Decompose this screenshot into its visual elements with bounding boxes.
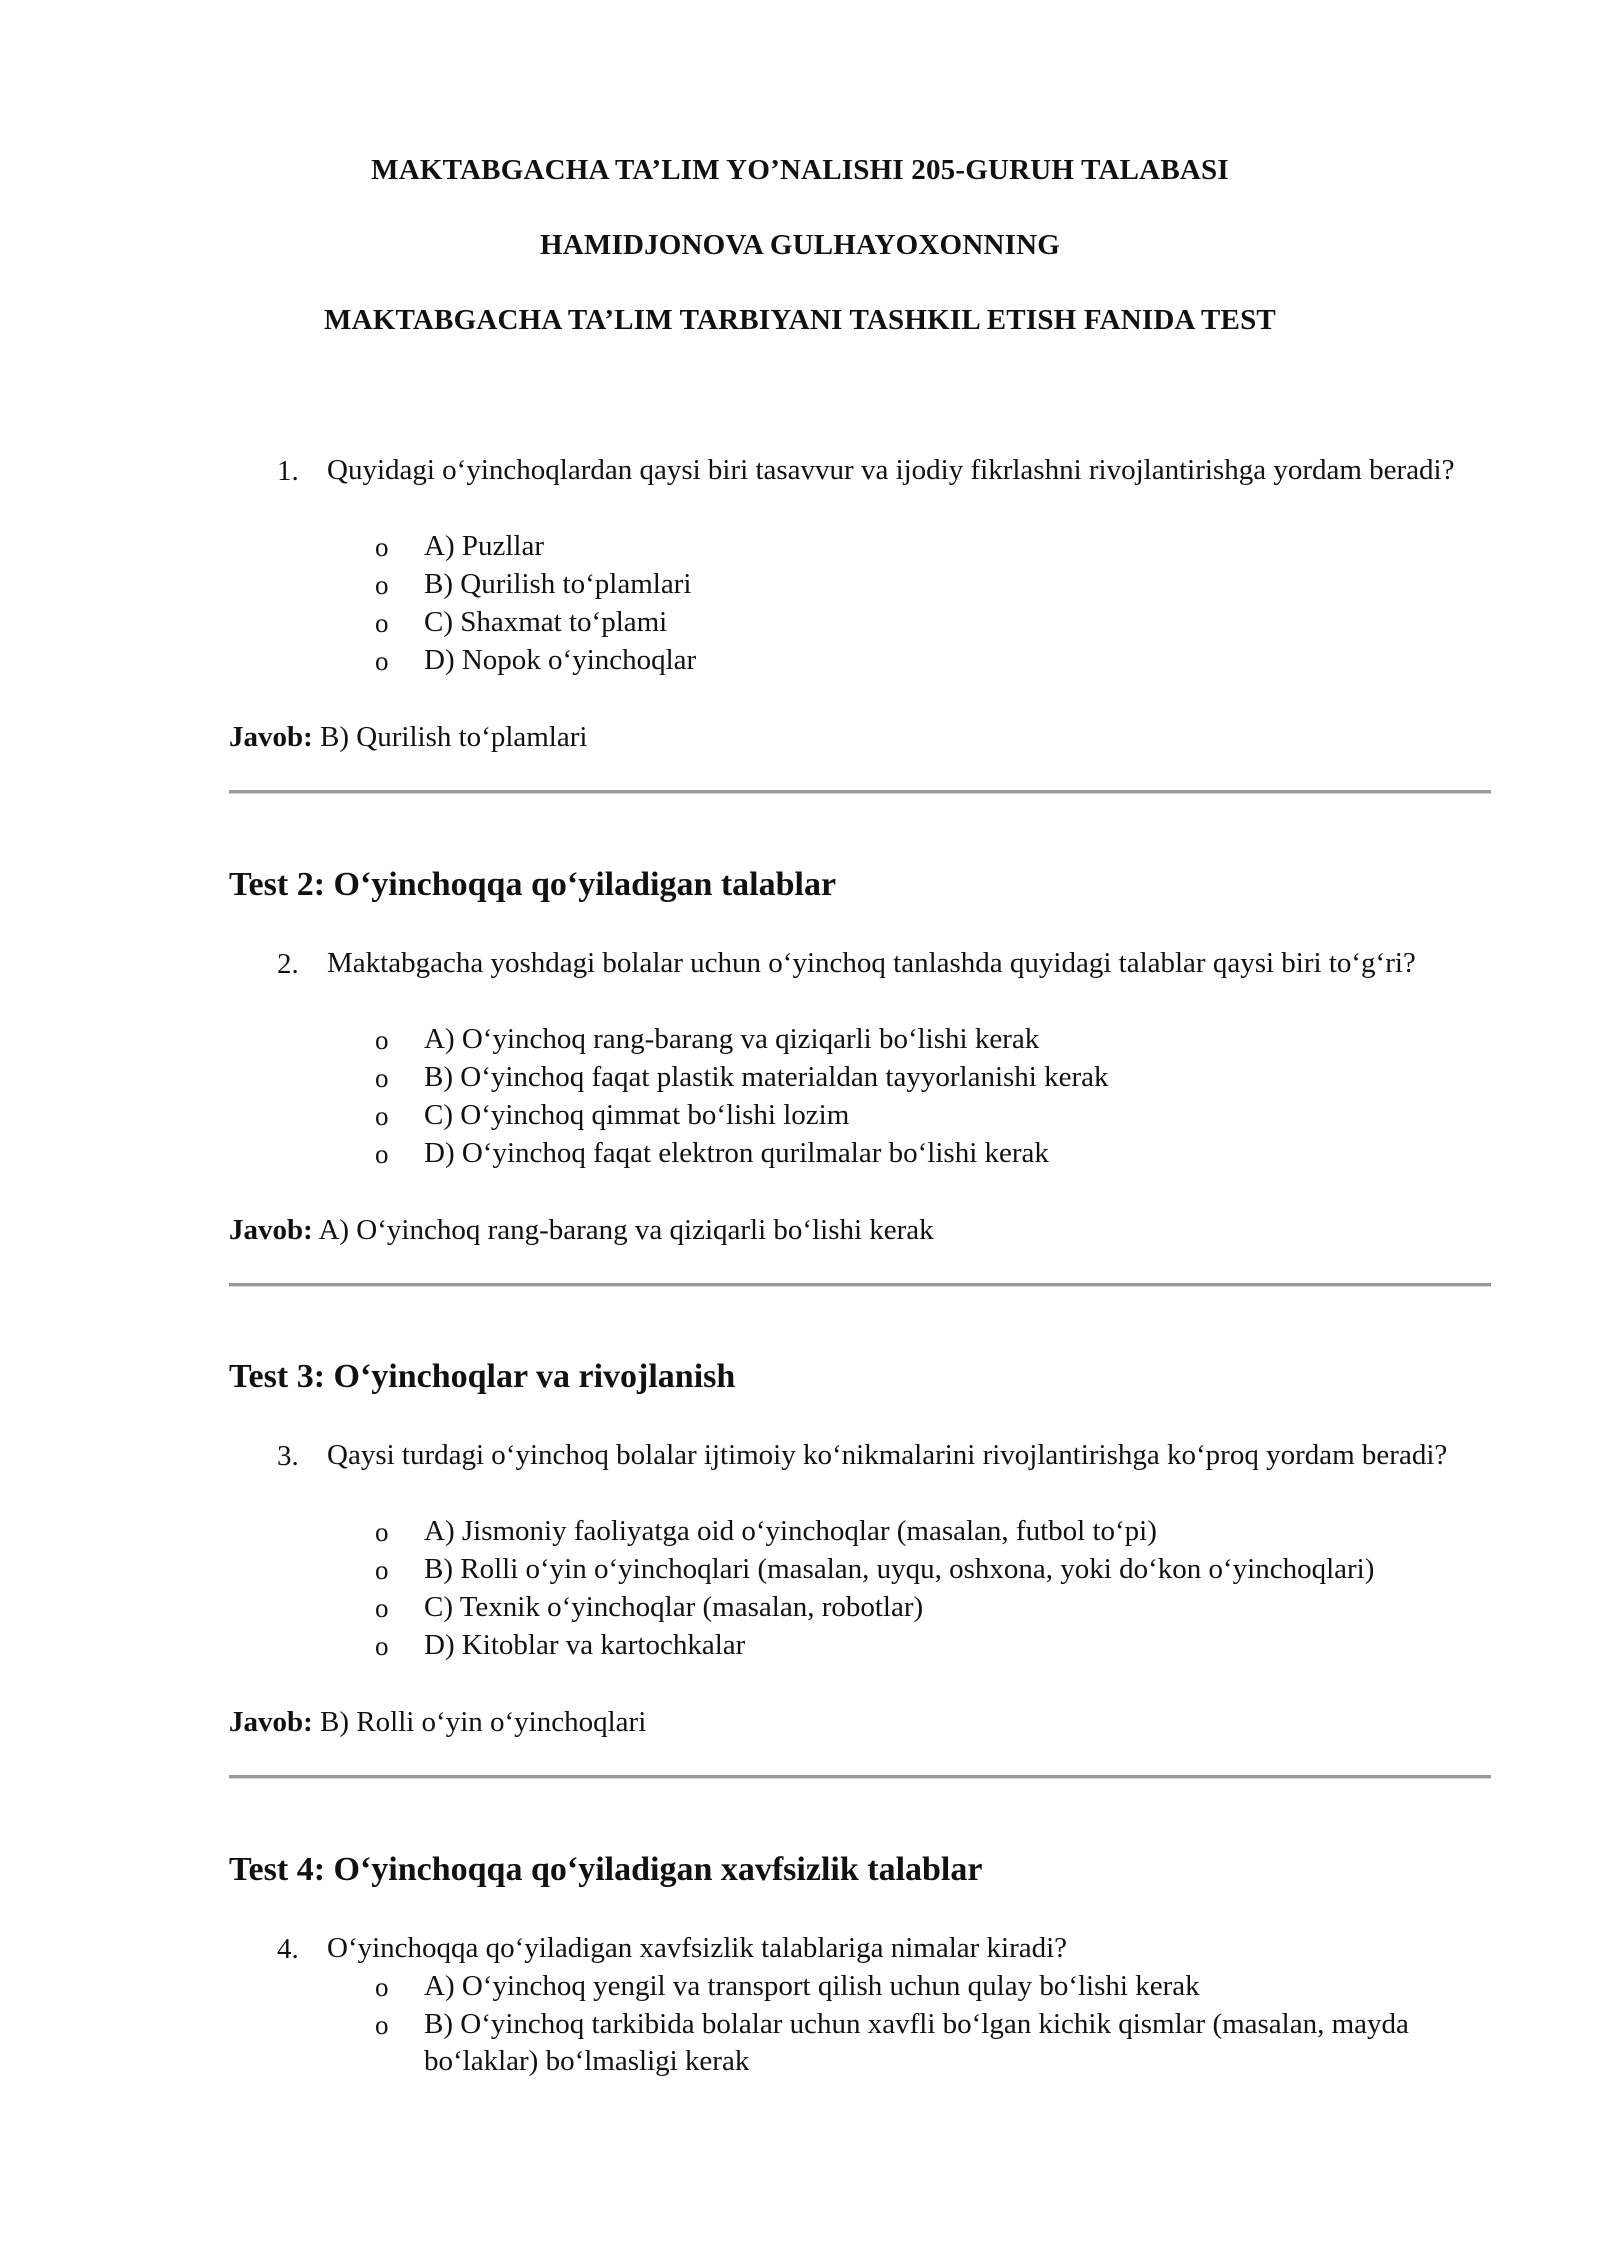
question-text: Quyidagi o‘yinchoqlardan qaysi biri tasavvur va ijodiy fikrlashni rivojlantirishga yordam beradi?	[327, 454, 1455, 486]
document-title-line-3: MAKTABGACHA TA’LIM TARBIYANI TASHKIL ETISH FANIDA TEST	[324, 304, 1276, 336]
option-item: D) Kitoblar va kartochkalar	[424, 1629, 746, 1661]
option-item: D) O‘yinchoq faqat elektron qurilmalar bo‘lishi kerak	[424, 1137, 1049, 1169]
question-text: O‘yinchoqqa qo‘yiladigan xavfsizlik talablariga nimalar kiradi?	[327, 1932, 1068, 1964]
option-item: C) Shaxmat to‘plami	[424, 606, 668, 638]
question-text: Qaysi turdagi o‘yinchoq bolalar ijtimoiy ko‘nikmalarini rivojlantirishga ko‘proq yordam beradi?	[327, 1439, 1448, 1471]
answer-line	[229, 718, 587, 756]
option-item: A) O‘yinchoq rang-barang va qiziqarli bo‘lishi kerak	[424, 1023, 1040, 1055]
option-item: B) Qurilish to‘plamlari	[424, 568, 692, 600]
option-bullet: o	[375, 1517, 389, 1547]
document-title-line-1: MAKTABGACHA TA’LIM YO’NALISHI 205-GURUH TALABASI	[371, 154, 1229, 186]
option-bullet: o	[375, 1101, 389, 1131]
option-bullet: o	[375, 608, 389, 638]
horizontal-rule	[229, 1775, 1491, 1779]
option-item: C) O‘yinchoq qimmat bo‘lishi lozim	[424, 1099, 850, 1131]
document-title-line-2: HAMIDJONOVA GULHAYOXONNING	[539, 229, 1060, 261]
option-bullet: o	[375, 646, 389, 676]
question-number: 2.	[277, 948, 299, 980]
question-text: Maktabgacha yoshdagi bolalar uchun o‘yinchoq tanlashda quyidagi talablar qaysi biri to‘g‘ri?	[327, 947, 1416, 979]
horizontal-rule	[229, 790, 1491, 794]
option-bullet: o	[375, 1555, 389, 1585]
option-bullet: o	[375, 1139, 389, 1169]
option-item: A) Puzllar	[424, 530, 544, 562]
option-item: C) Texnik o‘yinchoqlar (masalan, robotlar)	[424, 1591, 924, 1623]
answer-line	[229, 1211, 934, 1249]
question-number: 1.	[277, 455, 299, 487]
answer-label: Javob:	[229, 1706, 313, 1738]
option-item: D) Nopok o‘yinchoqlar	[424, 644, 697, 676]
option-bullet: o	[375, 1063, 389, 1093]
option-item: A) Jismoniy faoliyatga oid o‘yinchoqlar (masalan, futbol to‘pi)	[424, 1515, 1157, 1547]
option-bullet: o	[375, 570, 389, 600]
option-bullet: o	[375, 1631, 389, 1661]
option-bullet: o	[375, 532, 389, 562]
section-heading: Test 4: O‘yinchoqqa qo‘yiladigan xavfsizlik talablar	[229, 1851, 983, 1888]
option-bullet: o	[375, 2010, 389, 2040]
question-number: 4.	[277, 1933, 299, 1965]
answer-label: Javob:	[229, 721, 313, 753]
answer-text: A) O‘yinchoq rang-barang va qiziqarli bo‘lishi kerak	[318, 1214, 934, 1246]
option-bullet: o	[375, 1593, 389, 1623]
answer-text: B) Qurilish to‘plamlari	[320, 721, 588, 753]
question-number: 3.	[277, 1440, 299, 1472]
horizontal-rule	[229, 1283, 1491, 1287]
option-bullet: o	[375, 1972, 389, 2002]
answer-text: B) Rolli o‘yin o‘yinchoqlari	[320, 1706, 647, 1738]
answer-line	[229, 1703, 646, 1741]
option-item: B) Rolli o‘yin o‘yinchoqlari (masalan, uyqu, oshxona, yoki do‘kon o‘yinchoqlari)	[424, 1553, 1375, 1585]
answer-label: Javob:	[229, 1214, 313, 1246]
section-heading: Test 2: O‘yinchoqqa qo‘yiladigan talablar	[229, 866, 837, 903]
option-bullet: o	[375, 1025, 389, 1055]
section-heading: Test 3: O‘yinchoqlar va rivojlanish	[229, 1358, 736, 1395]
option-item: B) O‘yinchoq faqat plastik materialdan tayyorlanishi kerak	[424, 1061, 1109, 1093]
option-item: B) O‘yinchoq tarkibida bolalar uchun xavfli bo‘lgan kichik qismlar (masalan, mayda bo‘laklar) bo‘lmasligi kerak	[424, 2008, 1409, 2077]
option-item: A) O‘yinchoq yengil va transport qilish uchun qulay bo‘lishi kerak	[424, 1970, 1200, 2002]
